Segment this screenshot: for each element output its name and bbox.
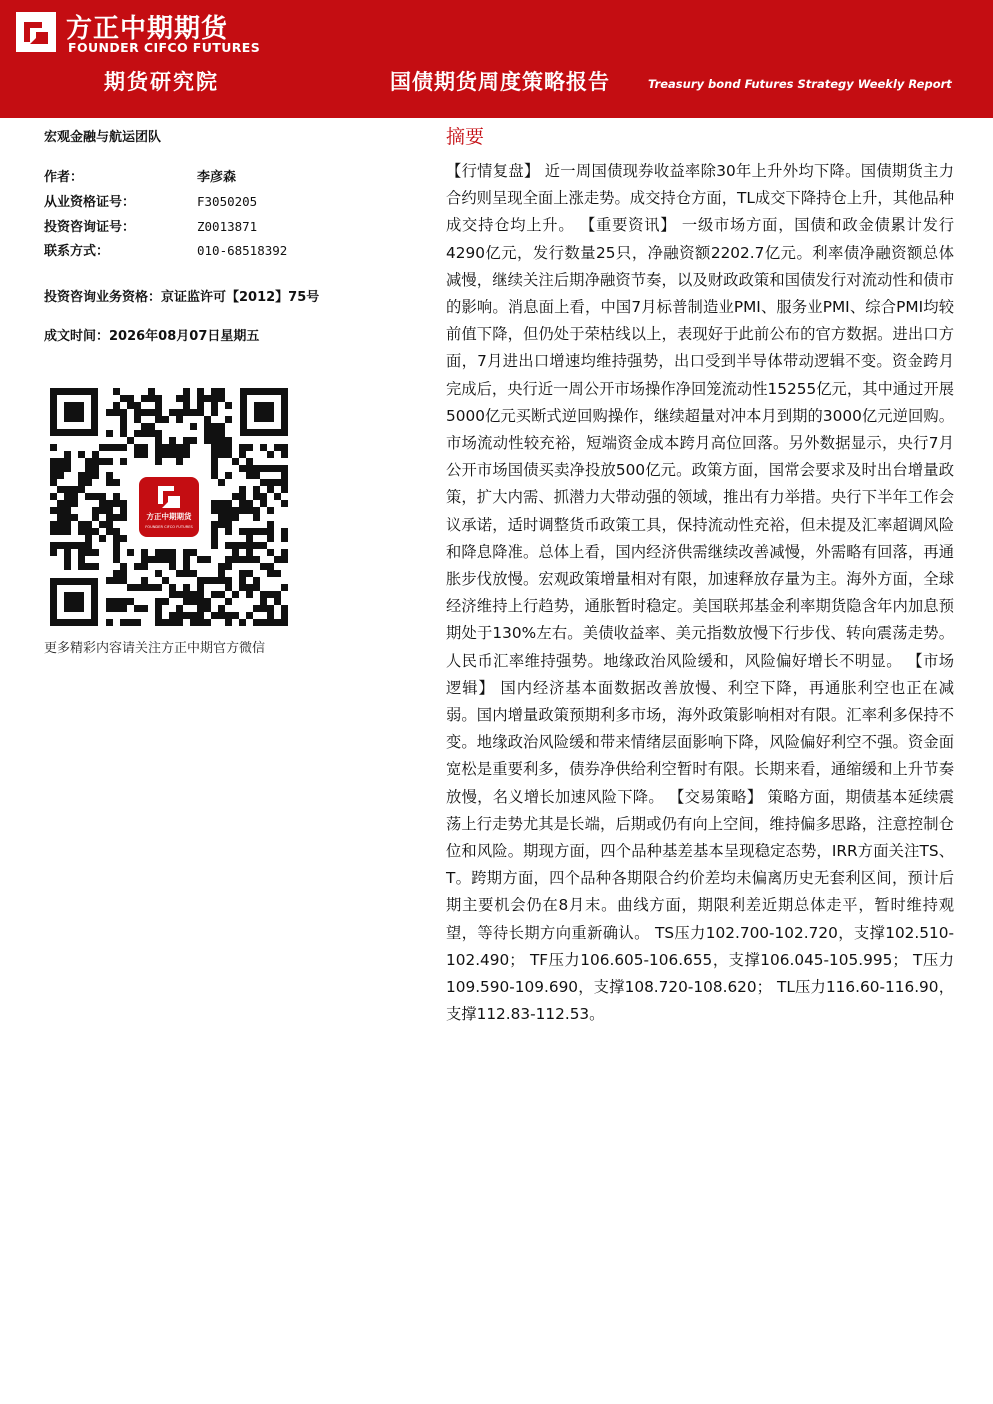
qualification-value: F3050205 <box>197 194 258 209</box>
author-value: 李彦森 <box>197 170 237 185</box>
contact-value: 010-68518392 <box>197 243 288 258</box>
qr-center-cn: 方正中期期货 <box>146 512 192 521</box>
qualification-label: 从业资格证号： <box>44 195 136 210</box>
contact-label: 联系方式： <box>44 244 110 259</box>
author-row <box>44 166 236 185</box>
report-date: 成文时间：2026年08月07日星期五 <box>44 329 260 344</box>
report-title: 国债期货周度策略报告 <box>390 70 610 94</box>
consulting-cert-label: 投资咨询证号： <box>44 220 136 235</box>
report-header <box>0 0 993 118</box>
company-logo-icon <box>16 12 56 52</box>
consulting-cert-value: Z0013871 <box>197 219 258 234</box>
summary-title: 摘要 <box>446 126 485 148</box>
business-license: 投资咨询业务资格：京证监许可【2012】75号 <box>44 290 320 305</box>
summary-body: 【行情复盘】 近一周国债现券收益率除30年上升外均下降。国债期货主力合约则呈现全面上涨走势。成交持仓方面，TL成交下降持仓上升，其他品种成交持仓均上升。 【重要资讯】 一级市场方面，国债和政金债累计发行4290亿元，发行数量25只，净融资额2202.7亿元。利率债净融资额总体减慢，继续关注后期净融资节奏，以及财政政策和国债发行对流动性和债市的影响。消息面上看，中国7月标普制造业PMI、服务业PMI、综合PMI均较前值下降，但仍处于荣枯线以上，表现好于此前公布的官方数据。进出口方面，7月进出口增速均维持强势，出口受到半导体带动逻辑不变。资金跨月完成后，央行近一周公开市场操作净回笼流动性15255亿元，其中通过开展5000亿元买断式逆回购操作，继续超量对冲本月到期的3000亿元逆回购。市场流动性较充裕，短端资金成本跨月高位回落。另外数据显示，央行7月公开市场国债买卖净投放500亿元。政策方面，国常会要求及时出台增量政策，扩大内需、抓潜力大带动强的领域，推出有力举措。央行下半年工作会议承诺，适时调整货币政策工具，保持流动性充裕，但未提及汇率超调风险和降息降准。总体上看，国内经济供需继续改善减慢，外需略有回落，再通胀步伐放慢。宏观政策增量相对有限，加速释放存量为主。海外方面，全球经济维持上行趋势，通胀暂时稳定。美国联邦基金利率期货隐含年内加息预期处于130%左右。美债收益率、美元指数放慢下行步伐、转向震荡走势。人民币汇率维持强势。地缘政治风险缓和，风险偏好增长不明显。 【市场逻辑】 国内经济基本面数据改善放慢、利空下降，再通胀利空也正在减弱。国内增量政策预期利多市场，海外政策影响相对有限。汇率利多保持不变。地缘政治风险缓和带来情绪层面影响下降，风险偏好利空不强。资金面宽松是重要利多，债券净供给利空暂时有限。长期来看，通缩缓和上升节奏放慢，名义增长加速风险下降。 【交易策略】 策略方面，期债基本延续震荡上行走势尤其是长端，后期或仍有向上空间，维持偏多思路，注意控制仓位和风险。期现方面，四个品种基差基本呈现稳定态势，IRR方面关注TS、T。跨期方面，四个品种各期限合约价差均未偏离历史无套利区间，预计后期主要机会仍在8月末。曲线方面，期限利差近期总体走平，暂时维持观望，等待长期方向重新确认。 TS压力102.700-102.720，支撑102.510-102.490； TF压力106.605-106.655，支撑106.045-105.995； T压力109.590-109.690，支撑108.720-108.620； TL压力116.60-116.90，支撑112.83-112.53。 <box>446 162 954 1024</box>
institute-name: 期货研究院 <box>104 70 219 94</box>
consulting-cert-row <box>44 216 257 235</box>
qr-caption: 更多精彩内容请关注方正中期官方微信 <box>44 641 266 656</box>
contact-row <box>44 240 287 259</box>
company-name-cn: 方正中期期货 <box>66 14 229 44</box>
author-label: 作者： <box>44 170 84 185</box>
wechat-qr-code-icon[interactable] <box>50 388 288 626</box>
report-subtitle: Treasury bond Futures Strategy Weekly Report <box>648 77 952 91</box>
qualification-row <box>44 191 257 210</box>
qr-center-en: FOUNDER CIFCO FUTURES <box>145 525 193 529</box>
company-name-en: FOUNDER CIFCO FUTURES <box>68 40 261 55</box>
team-name: 宏观金融与航运团队 <box>44 130 162 145</box>
